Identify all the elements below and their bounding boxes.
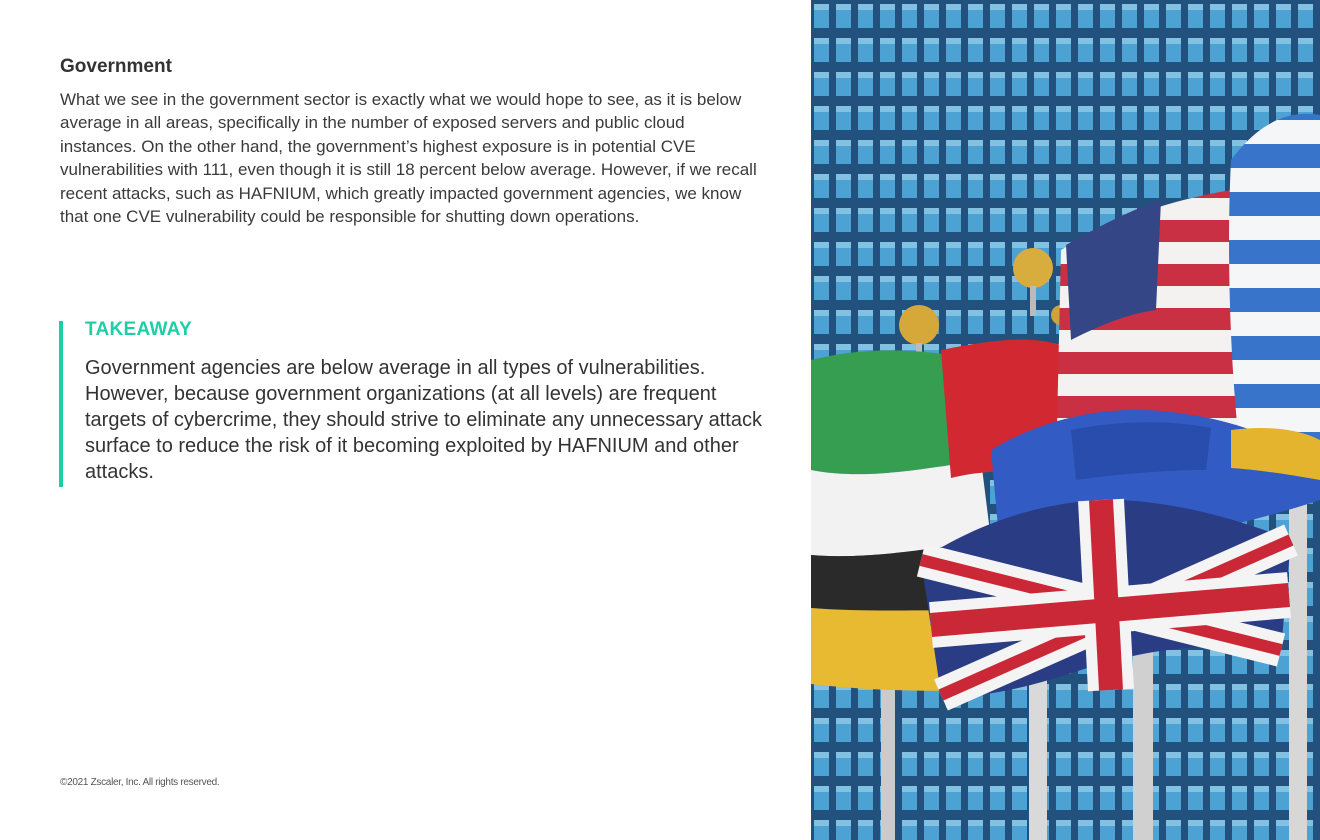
copyright-footer: ©2021 Zscaler, Inc. All rights reserved.	[60, 777, 220, 788]
takeaway-text: Government agencies are below average in all types of vulnerabilities. However, because government organizations (at all levels) are frequent targets of cybercrime, they should strive to eliminate any unnecessary attack surface to reduce the risk of it becoming exploited by HAFNIUM and other attacks.	[85, 357, 762, 483]
section-title: Government	[60, 56, 172, 77]
section-body: What we see in the government sector is exactly what we would hope to see, as it is below average in all areas, specifically in the number of exposed servers and public cloud instances. On the other hand, the government’s highest exposure is in potential CVE vulnerabilities with 111, even though it is still 18 percent below average. However, if we recall recent attacks, such as HAFNIUM, which greatly impacted government agencies, we know that one CVE vulnerability could be responsible for shutting down operations.	[60, 90, 757, 227]
takeaway-callout	[59, 321, 779, 487]
takeaway-label: TAKEAWAY	[85, 319, 192, 340]
flags-photo	[811, 0, 1320, 840]
flags-photo-illustration	[811, 0, 1320, 840]
